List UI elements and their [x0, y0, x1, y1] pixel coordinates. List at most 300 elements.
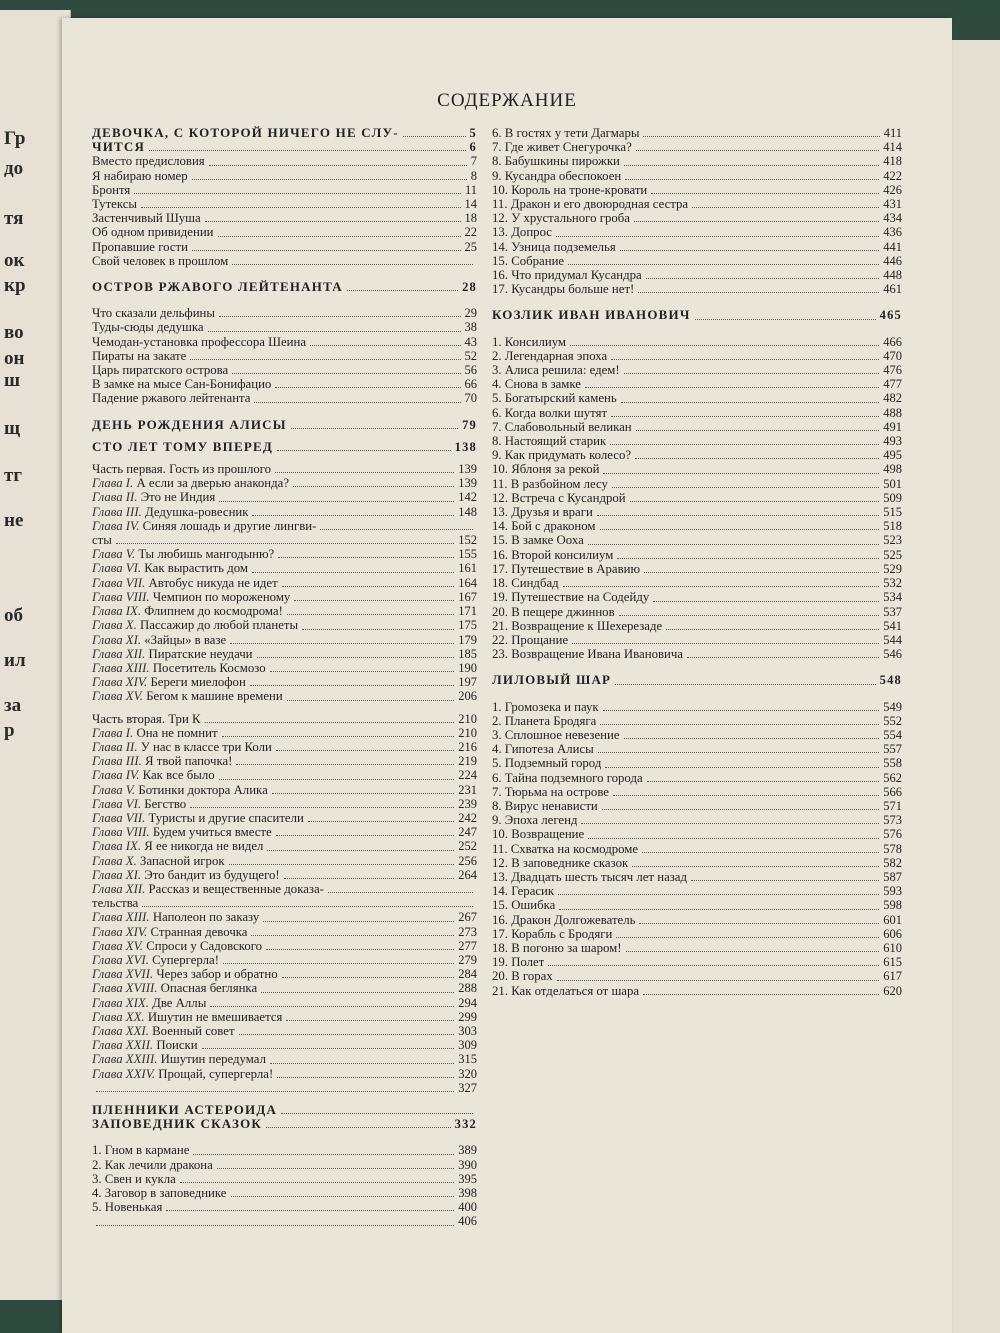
dot-leader: [277, 1077, 454, 1078]
entry-title: Пираты на закате: [92, 348, 187, 363]
entry-title: Царь пиратского острова: [92, 363, 229, 378]
chapter-title: Опасная беглянка: [160, 981, 258, 996]
toc-entry: [492, 771, 902, 785]
page-number: 6: [469, 140, 477, 155]
entry-title: 1. Гном в кармане: [92, 1143, 190, 1158]
page-number: 558: [883, 756, 902, 771]
toc-entry: [492, 391, 902, 405]
entry-title: 14. Узница подземелья: [492, 239, 616, 254]
toc-entry: [492, 282, 902, 296]
toc-entry: [492, 813, 902, 827]
toc-chapter-entry: [92, 604, 477, 618]
page-number: 164: [458, 575, 477, 590]
dot-leader: [281, 1113, 473, 1114]
entry-title: [92, 981, 257, 995]
page-number: 309: [458, 1038, 477, 1053]
dot-leader: [616, 937, 879, 938]
entry-title: 9. Как придумать колесо?: [492, 448, 632, 463]
toc-entry: [492, 126, 902, 140]
toc-entry: [492, 140, 902, 154]
dot-leader: [223, 963, 454, 964]
dot-leader: [651, 193, 879, 194]
toc-chapter-entry: [92, 618, 477, 632]
dot-leader: [643, 136, 879, 137]
toc-spacer: [92, 1131, 477, 1143]
toc-chapter-entry: [92, 953, 477, 967]
page-number: 587: [883, 869, 902, 884]
entry-title: В замке на мысе Сан-Бонифацио: [92, 377, 272, 392]
page-number: 418: [883, 154, 902, 169]
entry-title: 21. Возвращение к Шехерезаде: [492, 618, 663, 633]
entry-title: 14. Герасик: [492, 884, 555, 899]
dot-leader: [231, 1196, 455, 1197]
toc-chapter-entry: [92, 967, 477, 981]
toc-entry: [92, 1172, 477, 1186]
toc-chapter-entry: [92, 590, 477, 604]
toc-entry: [492, 533, 902, 547]
toc-chapter-entry: [92, 689, 477, 703]
entry-title: Часть первая. Гость из прошлого: [92, 462, 272, 477]
entry-title: 17. Корабль с Бродяги: [492, 926, 613, 941]
toc-entry: [92, 712, 477, 726]
page-number: 273: [458, 924, 477, 939]
chapter-label: Глава IV.: [92, 768, 140, 783]
dot-leader: [222, 736, 455, 737]
toc-entry: [92, 240, 477, 254]
page-number: 431: [883, 197, 902, 212]
chapter-label: Глава X.: [92, 853, 137, 868]
chapter-title: Чемпион по мороженому: [152, 589, 291, 604]
page-number: 303: [458, 1023, 477, 1038]
chapter-label: Глава V.: [92, 782, 136, 797]
chapter-label: Глава XIV.: [92, 924, 148, 939]
entry-title: [92, 1024, 235, 1038]
page-number: 532: [883, 576, 902, 591]
chapter-label: Глава IX.: [92, 604, 142, 619]
page-number: 29: [464, 306, 477, 321]
toc-entry: [492, 268, 902, 282]
page-number: 476: [883, 363, 902, 378]
chapter-title: Туристы и другие спасители: [148, 810, 304, 825]
dot-leader: [278, 557, 454, 558]
entry-title: [92, 939, 262, 953]
entry-title: 15. В замке Ооха: [492, 533, 584, 548]
toc-entry: [92, 169, 477, 183]
dot-leader: [251, 935, 454, 936]
toc-entry: [492, 728, 902, 742]
dot-leader: [190, 359, 460, 360]
page-number: 185: [458, 646, 477, 661]
chapter-title: Через забор и обратно: [156, 967, 278, 982]
page-number: 179: [458, 632, 477, 647]
entry-title: 21. Как отделаться от шара: [492, 983, 640, 998]
page-number: 549: [883, 699, 902, 714]
dot-leader: [558, 894, 879, 895]
page-number: 406: [458, 1214, 477, 1229]
entry-title: [92, 1052, 266, 1066]
toc-section-heading: [92, 440, 477, 454]
chapter-label: Глава VII.: [92, 810, 146, 825]
dot-leader: [257, 657, 455, 658]
toc-chapter-entry: [92, 740, 477, 754]
dot-leader: [229, 864, 455, 865]
entry-title: 11. В разбойном лесу: [492, 476, 608, 491]
page-number: 446: [883, 253, 902, 268]
dot-leader: [282, 586, 455, 587]
chapter-label: Глава V.: [92, 547, 136, 562]
entry-title: 5. Новенькая: [92, 1200, 163, 1215]
page-number: 436: [883, 225, 902, 240]
page-number: 190: [458, 660, 477, 675]
toc-entry: [492, 913, 902, 927]
entry-title: 15. Собрание: [492, 253, 565, 268]
toc-entry: [492, 969, 902, 983]
dot-leader: [217, 1168, 454, 1169]
entry-title: Пропавшие гости: [92, 239, 188, 254]
entry-title: 8. Вирус ненависти: [492, 798, 598, 813]
entry-title: [92, 882, 324, 896]
entry-title: 17. Кусандры больше нет!: [492, 282, 635, 297]
toc-entry: [492, 799, 902, 813]
entry-title: 13. Допрос: [492, 225, 552, 240]
entry-title: [92, 1010, 282, 1024]
entry-title: 23. Возвращение Ивана Ивановича: [492, 647, 683, 662]
entry-title: 4. Снова в замке: [492, 377, 581, 392]
toc-chapter-entry: [92, 797, 477, 811]
entry-title: [92, 825, 272, 839]
entry-title: 19. Путешествие на Содейду: [492, 590, 650, 605]
dot-leader: [284, 878, 455, 879]
dot-leader: [282, 977, 455, 978]
toc-spacer: [92, 432, 477, 440]
page-number: 534: [883, 590, 902, 605]
toc-entry: [92, 183, 477, 197]
page-number: 161: [458, 561, 477, 576]
dot-leader: [585, 387, 879, 388]
entry-title: 13. Двадцать шесть тысяч лет назад: [492, 869, 687, 884]
toc-entry: [492, 856, 902, 870]
entry-title: 8. Настоящий старик: [492, 434, 607, 449]
dot-leader: [598, 752, 879, 753]
entry-title: [92, 768, 215, 782]
toc-chapter-entry: [92, 839, 477, 853]
entry-title: 19. Полет: [492, 955, 545, 970]
page-number: 566: [883, 784, 902, 799]
toc-chapter-entry: [92, 825, 477, 839]
left-page-fragment: до: [4, 158, 24, 179]
entry-title: [92, 1067, 273, 1081]
entry-title: 20. В пещере джиннов: [492, 604, 615, 619]
toc-chapter-entry: [92, 1052, 477, 1066]
dot-leader: [116, 543, 454, 544]
page-number: 548: [879, 673, 902, 688]
toc-entry: [92, 896, 477, 910]
toc-chapter-entry: [92, 1010, 477, 1024]
page-number: 171: [458, 604, 477, 619]
dot-leader: [642, 852, 879, 853]
page-number: 22: [464, 225, 477, 240]
toc-entry: [92, 377, 477, 391]
dot-leader: [632, 866, 879, 867]
page-number: 14: [464, 197, 477, 212]
toc-spacer: [492, 688, 902, 700]
entry-title: [92, 996, 206, 1010]
page-number: 544: [883, 632, 902, 647]
entry-title: 10. Король на троне-кровати: [492, 182, 648, 197]
page-number: 264: [458, 867, 477, 882]
dot-leader: [267, 850, 454, 851]
dot-leader: [209, 165, 467, 166]
toc-entry: [492, 984, 902, 998]
dot-leader: [619, 615, 880, 616]
entry-title: ОСТРОВ РЖАВОГО ЛЕЙТЕНАНТА: [92, 280, 343, 295]
chapter-title: Бегом к машине времени: [146, 689, 283, 704]
dot-leader: [142, 906, 473, 907]
entry-title: 9. Эпоха легенд: [492, 813, 578, 828]
page-number: 426: [883, 182, 902, 197]
dot-leader: [602, 809, 879, 810]
chapter-label: Глава XI.: [92, 867, 142, 882]
toc-entry: [492, 898, 902, 912]
chapter-label: Глава XXIV.: [92, 1066, 156, 1081]
entry-title: [92, 783, 268, 797]
page-number: 138: [454, 439, 477, 454]
page-number: 231: [458, 782, 477, 797]
toc-entry: [92, 1186, 477, 1200]
page-number: 398: [458, 1186, 477, 1201]
dot-leader: [634, 221, 879, 222]
dot-leader: [291, 428, 458, 429]
dot-leader: [275, 472, 454, 473]
chapter-title: Две Аллы: [152, 995, 207, 1010]
page-number: 495: [883, 448, 902, 463]
dot-leader: [691, 880, 879, 881]
page-number: 400: [458, 1200, 477, 1215]
chapter-label: Глава X.: [92, 618, 137, 633]
dot-leader: [603, 473, 879, 474]
dot-leader: [166, 1210, 454, 1211]
entry-title: ПЛЕННИКИ АСТЕРОИДА: [92, 1103, 278, 1117]
entry-title: 2. Планета Бродяга: [492, 713, 597, 728]
dot-leader: [626, 951, 880, 952]
toc-entry: [492, 633, 902, 647]
toc-entry: [92, 335, 477, 349]
toc-entry: [492, 941, 902, 955]
dot-leader: [190, 807, 454, 808]
dot-leader: [557, 980, 880, 981]
toc-chapter-entry: [92, 1067, 477, 1081]
entry-title: 13. Друзья и враги: [492, 505, 593, 520]
page-number: 247: [458, 825, 477, 840]
page-number: 573: [883, 813, 902, 828]
chapter-title: Спроси у Садовского: [146, 938, 263, 953]
chapter-title: Пиратские неудачи: [148, 646, 253, 661]
entry-title: 2. Легендарная эпоха: [492, 348, 608, 363]
toc-entry: [92, 363, 477, 377]
dot-leader: [232, 373, 460, 374]
page-number: 79: [462, 417, 477, 432]
chapter-label: Глава II.: [92, 490, 138, 505]
entry-title: 7. Слабовольный великан: [492, 419, 632, 434]
toc-entry: [492, 377, 902, 391]
dot-leader: [266, 1127, 451, 1128]
chapter-title: «Зайцы» в вазе: [144, 632, 227, 647]
dot-leader: [180, 1182, 454, 1183]
toc-entry: [492, 183, 902, 197]
left-page-fragment: ок: [4, 250, 25, 271]
toc-entry: [92, 225, 477, 239]
chapter-title: Я твой папочка!: [145, 754, 233, 769]
toc-entry: [492, 870, 902, 884]
page-number: 52: [464, 348, 477, 363]
toc-entry: [492, 448, 902, 462]
left-page-fragment: р: [4, 720, 15, 741]
dot-leader: [302, 629, 454, 630]
toc-entry: [492, 254, 902, 268]
toc-entry: [492, 335, 902, 349]
toc-chapter-entry: [92, 910, 477, 924]
left-page-fragment: ил: [4, 650, 26, 671]
page-number: 332: [454, 1117, 477, 1132]
entry-title: [92, 740, 272, 754]
entry-title: [92, 505, 248, 519]
toc-entry: [492, 714, 902, 728]
chapter-title: А если за дверью анаконда?: [136, 476, 290, 491]
dot-leader: [666, 629, 879, 630]
entry-title: Тутексы: [92, 197, 138, 212]
page-number: 576: [883, 827, 902, 842]
toc-entry: [492, 240, 902, 254]
entry-title: [92, 953, 219, 967]
page-number: 390: [458, 1157, 477, 1172]
dot-leader: [611, 416, 879, 417]
entry-title: 6. В гостях у тети Дагмары: [492, 126, 640, 140]
dot-leader: [149, 150, 465, 151]
chapter-title: Поиски: [156, 1038, 198, 1053]
chapter-label: Глава III.: [92, 504, 142, 519]
dot-leader: [287, 700, 455, 701]
dot-leader: [636, 150, 880, 151]
page-number: 518: [883, 519, 902, 534]
toc-chapter-entry: [92, 754, 477, 768]
toc-entry: [492, 700, 902, 714]
toc-spacer: [492, 661, 902, 673]
left-page-fragment: не: [4, 510, 24, 531]
chapter-label: Глава XXII.: [92, 1038, 154, 1053]
entry-title: 1. Консилиум: [492, 334, 567, 349]
page-number: 28: [462, 280, 477, 295]
toc-entry: [492, 955, 902, 969]
page-number: 466: [883, 334, 902, 349]
toc-chapter-entry: [92, 726, 477, 740]
entry-title: ДЕВОЧКА, С КОТОРОЙ НИЧЕГО НЕ СЛУ-: [92, 126, 399, 140]
dot-leader: [612, 487, 879, 488]
page-number: 148: [458, 504, 477, 519]
toc-entry: [492, 505, 902, 519]
page-number: 617: [883, 969, 902, 984]
entry-title: [92, 925, 247, 939]
toc-chapter-entry: [92, 925, 477, 939]
entry-title: 15. Ошибка: [492, 898, 556, 913]
entry-title: [92, 726, 218, 740]
entry-title: Вместо предисловия: [92, 154, 205, 169]
page-number: 537: [883, 604, 902, 619]
entry-title: Застенчивый Шуша: [92, 211, 201, 226]
page-number: 546: [883, 647, 902, 662]
entry-title: 10. Возвращение: [492, 827, 585, 842]
entry-title: [92, 689, 283, 703]
entry-title: Что сказали дельфины: [92, 306, 216, 321]
toc-chapter-entry: [92, 561, 477, 575]
chapter-title: Как все было: [142, 768, 215, 783]
page-number: 593: [883, 884, 902, 899]
left-page-fragment: во: [4, 322, 24, 343]
toc-entry: [492, 434, 902, 448]
toc-entry: [492, 605, 902, 619]
chapter-title: Наполеон по заказу: [152, 910, 260, 925]
chapter-title: Будем учиться вместе: [152, 825, 272, 840]
dot-leader: [270, 1063, 454, 1064]
toc-entry: [92, 1200, 477, 1214]
toc-chapter-entry: [92, 996, 477, 1010]
dot-leader: [276, 835, 455, 836]
toc-entry: [492, 562, 902, 576]
dot-leader: [635, 458, 879, 459]
chapter-label: Глава XV.: [92, 938, 143, 953]
entry-title: 17. Путешествие в Аравию: [492, 561, 641, 576]
page-number: 219: [458, 754, 477, 769]
toc-entry: [492, 785, 902, 799]
page-number: 18: [464, 211, 477, 226]
dot-leader: [568, 264, 879, 265]
toc-entry: [492, 197, 902, 211]
entry-title: 6. Тайна подземного города: [492, 770, 643, 785]
dot-leader: [621, 402, 880, 403]
page-number: 197: [458, 675, 477, 690]
page-number: 470: [883, 348, 902, 363]
left-page-fragment: Гр: [4, 128, 26, 149]
dot-leader: [692, 207, 879, 208]
chapter-title: Это бандит из будущего!: [144, 867, 280, 882]
dot-leader: [272, 793, 455, 794]
left-page-fragment: кр: [4, 275, 26, 296]
toc-chapter-entry: [92, 939, 477, 953]
entry-title: сты: [92, 533, 112, 548]
toc-entry: [92, 1158, 477, 1172]
contents-page: [62, 18, 952, 1333]
dot-leader: [250, 685, 454, 686]
entry-title: 10. Яблоня за рекой: [492, 462, 600, 477]
left-page-fragment: он: [4, 348, 25, 369]
dot-leader: [239, 1034, 455, 1035]
chapter-title: Флипнем до космодрома!: [144, 604, 283, 619]
toc-left-column: [92, 126, 477, 1229]
toc-right-column: [492, 126, 902, 998]
entry-title: 6. Когда волки шутят: [492, 405, 608, 420]
page-number: 256: [458, 853, 477, 868]
dot-leader: [219, 501, 454, 502]
entry-title: 3. Сплошное невезение: [492, 727, 620, 742]
chapter-label: Глава IV.: [92, 518, 140, 533]
entry-title: [92, 590, 290, 604]
page-number: 441: [883, 239, 902, 254]
entry-title: [92, 910, 259, 924]
chapter-label: Глава XIII.: [92, 660, 150, 675]
dot-leader: [617, 558, 879, 559]
chapter-title: Рассказ и вещественные доказа-: [148, 881, 324, 896]
toc-entry: [92, 1214, 477, 1228]
toc-entry: [492, 590, 902, 604]
